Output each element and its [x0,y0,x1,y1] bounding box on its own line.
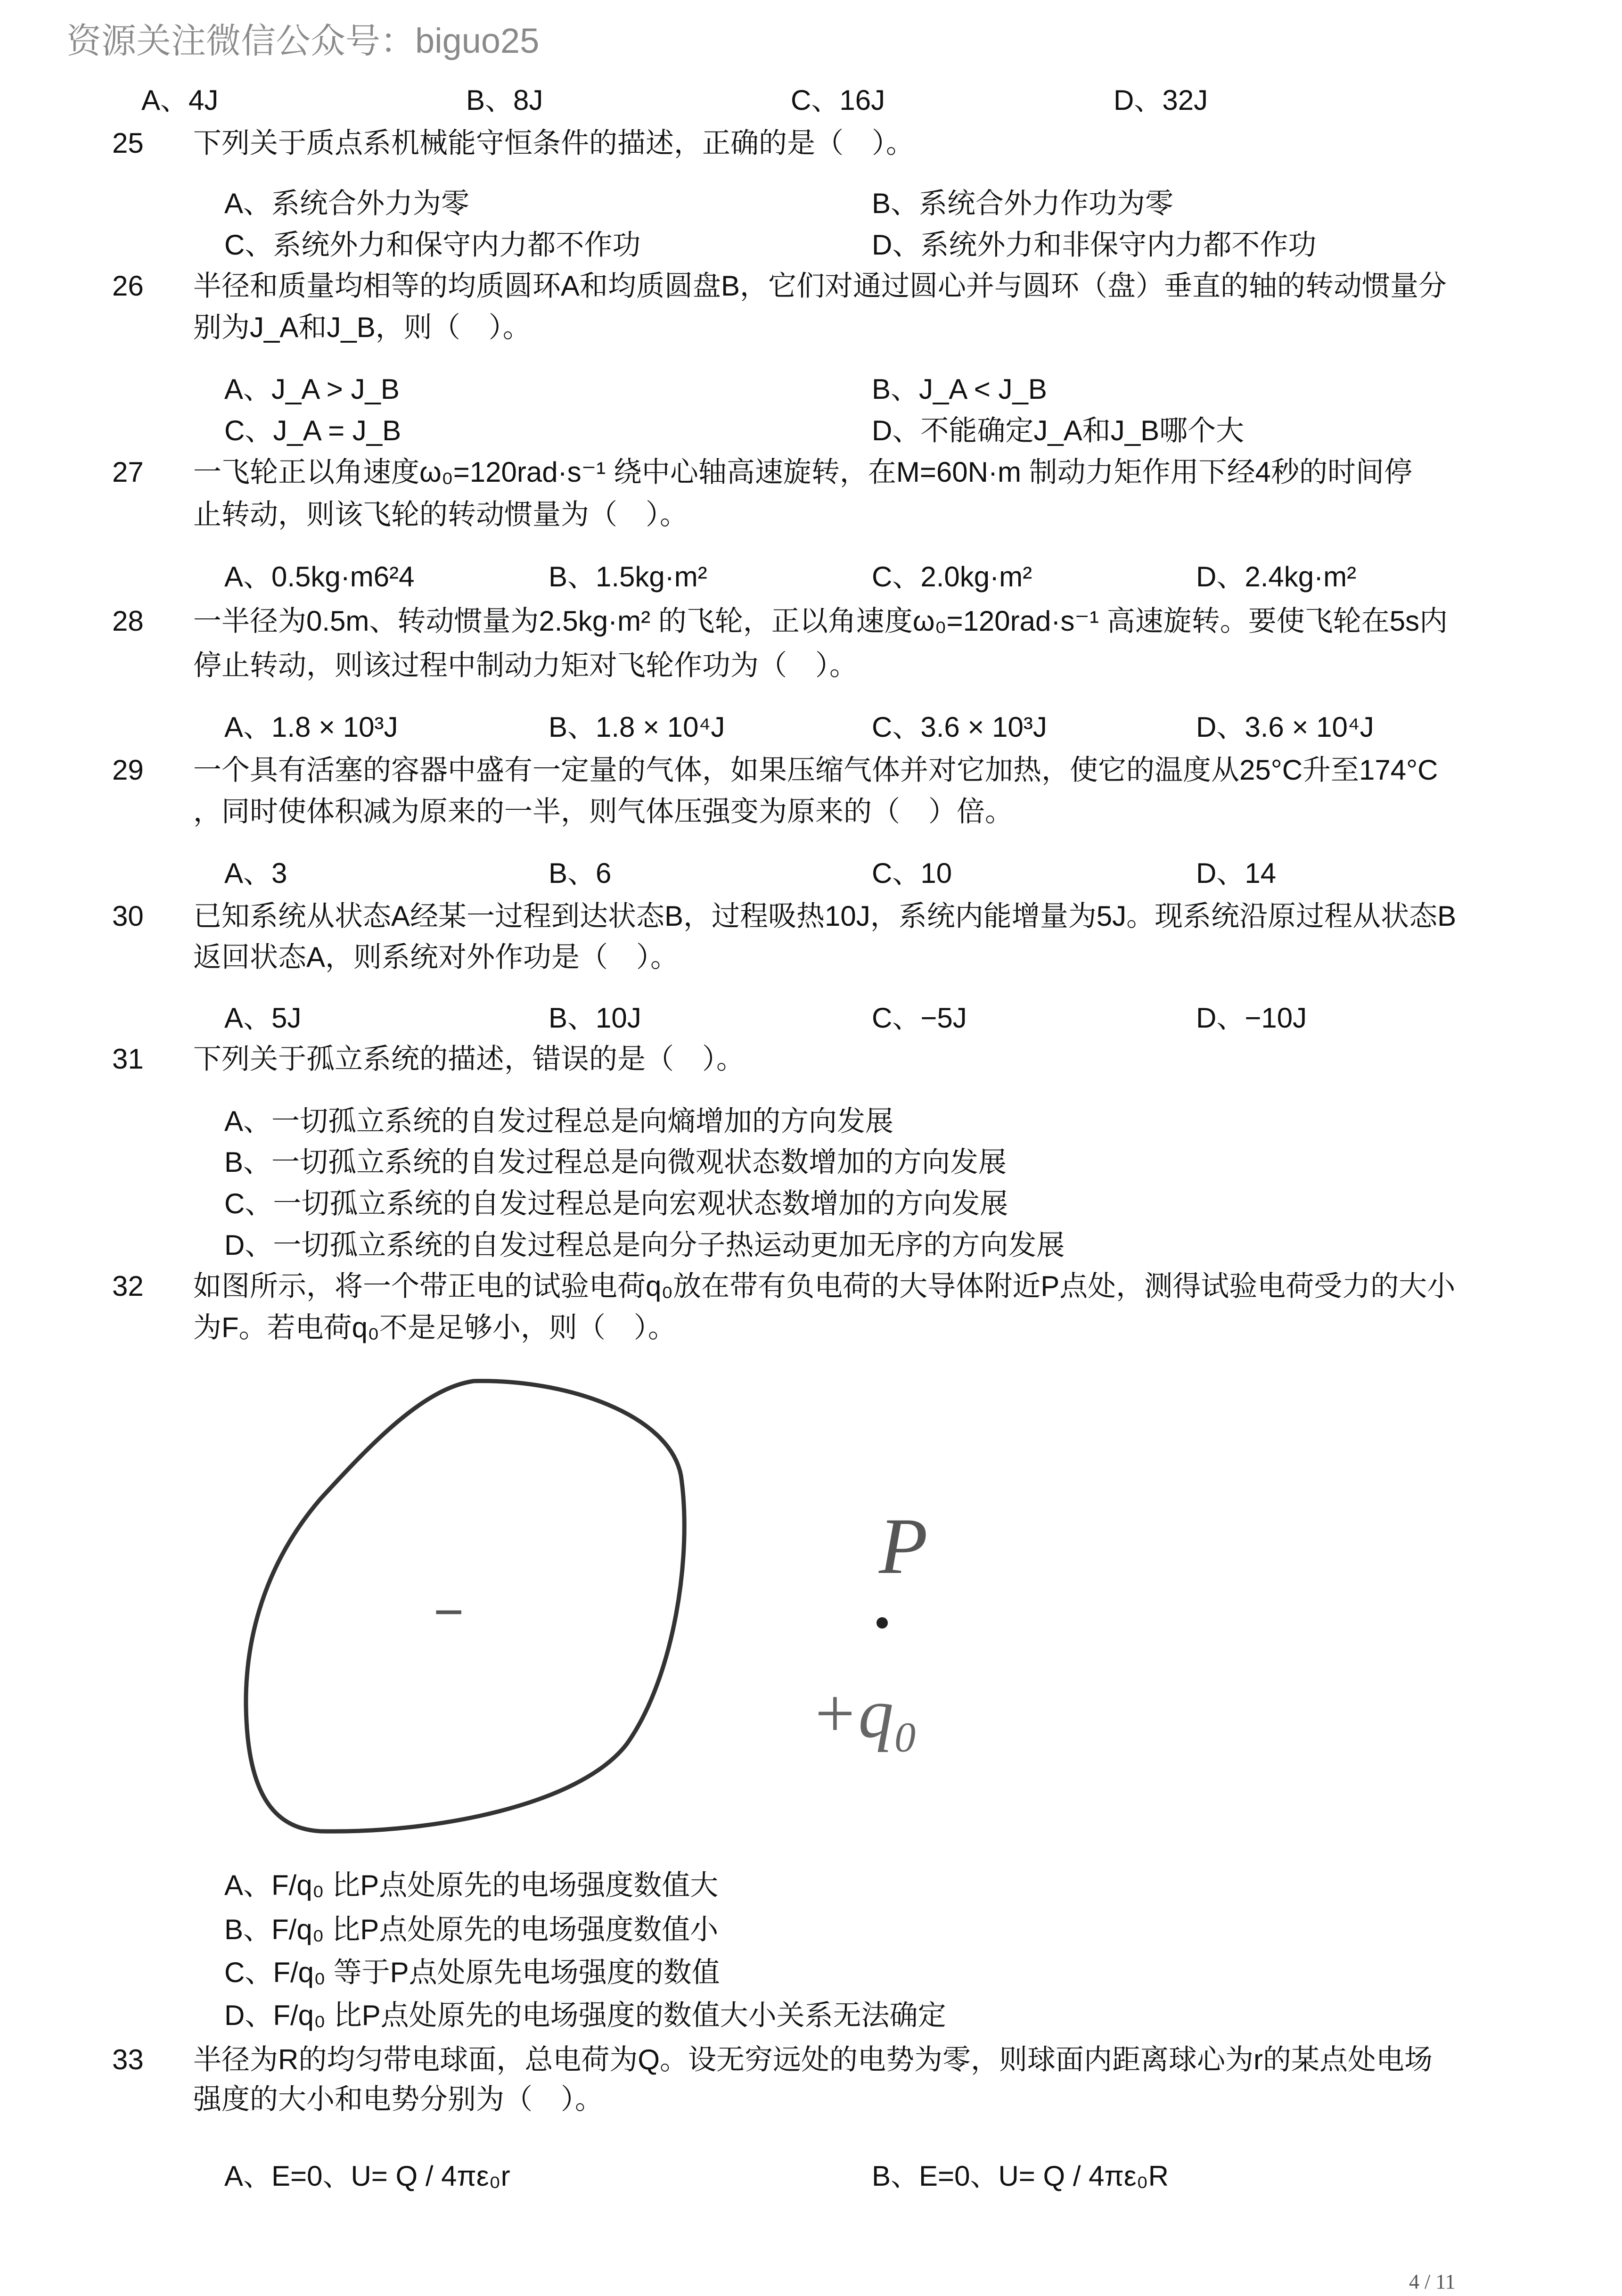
option-b: B、8J [466,84,543,116]
question-number: 33 [112,2044,144,2075]
question-number: 30 [112,900,144,932]
charge-label: +q₀ [811,1674,918,1753]
option-d: D、系统外力和非保守内力都不作功 [872,229,1317,261]
watermark-header: 资源关注微信公众号：biguo25 [66,21,540,60]
option-d: D、F/q₀ 比P点处原先的电场强度的数值大小关系无法确定 [224,2000,946,2031]
negative-sign: − [434,1583,464,1641]
option-d: D、一切孤立系统的自发过程总是向分子热运动更加无序的方向发展 [224,1229,1065,1261]
question-text: 止转动，则该飞轮的转动惯量为（ ）。 [193,499,688,530]
option-b: B、系统合外力作功为零 [872,188,1174,219]
option-b: B、J_A < J_B [872,373,1047,405]
question-number: 27 [112,456,144,488]
option-b: B、10J [549,1002,641,1034]
question-text: 别为J_A和J_B，则（ ）。 [193,312,531,343]
question-text: 如图所示，将一个带正电的试验电荷q₀放在带有负电荷的大导体附近P点处，测得试验电荷受力的大小 [193,1270,1456,1302]
question-text: 一飞轮正以角速度ω₀=120rad·s⁻¹ 绕中心轴高速旋转，在M=60N·m 制动力矩作用下经4秒的时间停 [193,456,1413,488]
option-c: C、16J [791,84,885,116]
question-number: 29 [112,754,144,786]
question-text: 下列关于质点系机械能守恒条件的描述，正确的是（ ）。 [193,127,914,159]
question-text: 半径为R的均匀带电球面，总电荷为Q。设无穷远处的电势为零，则球面内距离球心为r的某点处电场 [193,2044,1433,2075]
option-c: C、10 [872,857,952,889]
option-b: B、6 [549,857,612,889]
point-p-label: P [879,1502,928,1590]
question-text: ，同时使体积减为原来的一半，则气体压强变为原来的（ ）倍。 [193,796,1013,827]
option-a: A、3 [224,857,287,889]
question-text: 下列关于孤立系统的描述，错误的是（ ）。 [193,1043,745,1075]
option-c: C、F/q₀ 等于P点处原先电场强度的数值 [224,1957,720,1988]
question-number: 31 [112,1043,144,1075]
option-a: A、E=0、U= Q / 4πε₀r [224,2160,510,2192]
point-p-dot [877,1617,888,1629]
question-text: 为F。若电荷q₀不是足够小，则（ ）。 [193,1312,676,1343]
option-d: D、不能确定J_A和J_B哪个大 [872,415,1245,446]
option-b: B、一切孤立系统的自发过程总是向微观状态数增加的方向发展 [224,1146,1007,1178]
option-b: B、1.8 × 10⁴J [549,711,725,743]
option-b: B、1.5kg·m² [549,561,707,593]
option-a: A、系统合外力为零 [224,188,470,219]
question-number: 28 [112,605,144,637]
question-text: 一半径为0.5m、转动惯量为2.5kg·m² 的飞轮，正以角速度ω₀=120rad·s⁻¹ 高速旋转。要使飞轮在5s内 [193,605,1448,637]
page-number: 4 / 11 [1409,2270,1456,2293]
question-text: 停止转动，则该过程中制动力矩对飞轮作功为（ ）。 [193,650,858,681]
conductor-outline [246,1381,684,1832]
option-d: D、−10J [1196,1002,1307,1034]
option-c: C、J_A = J_B [224,415,401,446]
question-text: 返回状态A，则系统对外作功是（ ）。 [193,941,679,973]
option-a: A、5J [224,1002,302,1034]
option-a: A、0.5kg·m6²4 [224,561,415,593]
option-c: C、2.0kg·m² [872,561,1032,593]
question-text: 强度的大小和电势分别为（ ）。 [193,2083,603,2115]
option-a: A、4J [141,84,219,116]
option-c: C、−5J [872,1002,967,1034]
question-text: 已知系统从状态A经某一过程到达状态B，过程吸热10J，系统内能增量为5J。现系统沿原过程从状态B [193,900,1457,932]
option-a: A、一切孤立系统的自发过程总是向熵增加的方向发展 [224,1105,894,1137]
question-text: 半径和质量均相等的均质圆环A和均质圆盘B，它们对通过圆心并与圆环（盘）垂直的轴的转动惯量分 [193,270,1447,302]
option-d: D、2.4kg·m² [1196,561,1357,593]
option-a: A、F/q₀ 比P点处原先的电场强度数值大 [224,1869,719,1901]
option-a: A、J_A > J_B [224,373,400,405]
question-number: 26 [112,270,144,302]
option-c: C、系统外力和保守内力都不作功 [224,229,641,261]
option-c: C、一切孤立系统的自发过程总是向宏观状态数增加的方向发展 [224,1188,1008,1219]
question-number: 25 [112,127,144,159]
option-d: D、3.6 × 10⁴J [1196,711,1374,743]
option-d: D、14 [1196,857,1277,889]
option-a: A、1.8 × 10³J [224,711,398,743]
question-text: 一个具有活塞的容器中盛有一定量的气体，如果压缩气体并对它加热，使它的温度从25°C升至174°C [193,754,1438,786]
question-number: 32 [112,1270,144,1302]
option-c: C、3.6 × 10³J [872,711,1047,743]
option-b: B、E=0、U= Q / 4πε₀R [872,2160,1169,2192]
option-b: B、F/q₀ 比P点处原先的电场强度数值小 [224,1914,719,1945]
option-d: D、32J [1114,84,1208,116]
